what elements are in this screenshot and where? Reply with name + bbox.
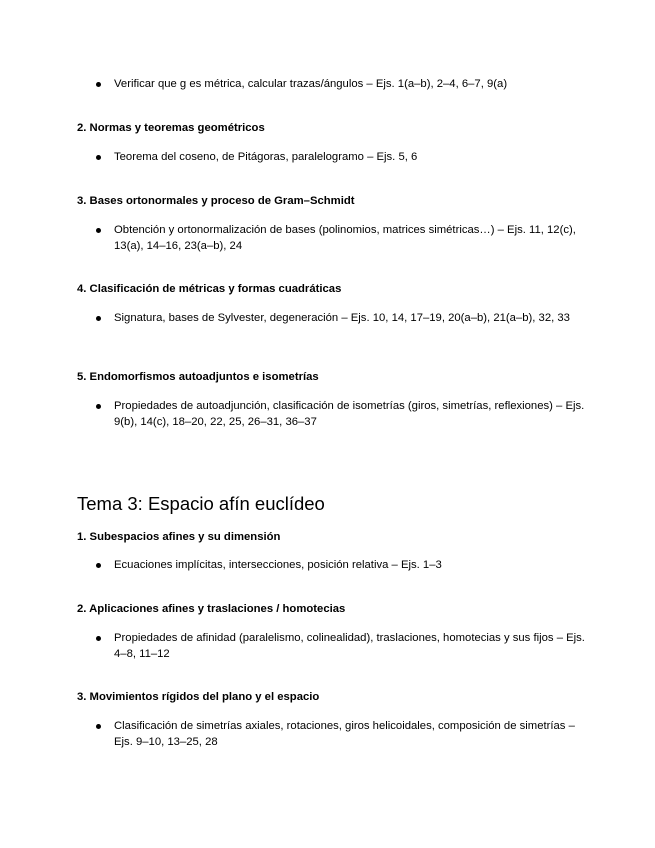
bullet-text: Obtención y ortonormalización de bases (polinomios, matrices simétricas…) – Ejs. 11, 12(c), 13(a), 14–16, 23(a–b), 24	[114, 224, 576, 252]
bullet-text: Ecuaciones implícitas, intersecciones, posición relativa – Ejs. 1–3	[114, 559, 442, 571]
section-heading: 1. Subespacios afines y su dimensión	[77, 531, 281, 543]
section-heading: 2. Aplicaciones afines y traslaciones / homotecias	[77, 603, 346, 615]
list-item	[96, 557, 586, 573]
section-heading: 3. Bases ortonormales y proceso de Gram–Schmidt	[77, 195, 355, 207]
bullet-text: Propiedades de autoadjunción, clasificación de isometrías (giros, simetrías, reflexiones) – Ejs. 9(b), 14(c), 18–20, 22, 25, 26–31, 36–37	[114, 400, 585, 428]
bullet-text: Propiedades de afinidad (paralelismo, colinealidad), traslaciones, homotecias y sus fijos – Ejs. 4–8, 11–12	[114, 632, 585, 660]
bullet-icon	[96, 228, 101, 233]
section-heading: 2. Normas y teoremas geométricos	[77, 122, 265, 134]
bullet-icon	[96, 724, 101, 729]
section-heading: 4. Clasificación de métricas y formas cuadráticas	[77, 283, 342, 295]
section-heading: 3. Movimientos rígidos del plano y el espacio	[77, 691, 320, 703]
list-item	[96, 76, 586, 92]
bullet-icon	[96, 316, 101, 321]
bullet-text: Clasificación de simetrías axiales, rotaciones, giros helicoidales, composición de simetrías – Ejs. 9–10, 13–25, 28	[114, 720, 575, 748]
list-item	[96, 630, 586, 662]
list-item	[96, 398, 586, 430]
bullet-icon	[96, 404, 101, 409]
list-item	[96, 310, 586, 326]
bullet-icon	[96, 563, 101, 568]
page-title: Tema 3: Espacio afín euclídeo	[77, 493, 325, 514]
bullet-text: Signatura, bases de Sylvester, degeneración – Ejs. 10, 14, 17–19, 20(a–b), 21(a–b), 32, 33	[114, 312, 570, 324]
bullet-icon	[96, 155, 101, 160]
bullet-text: Teorema del coseno, de Pitágoras, paralelogramo – Ejs. 5, 6	[114, 151, 418, 163]
section-heading: 5. Endomorfismos autoadjuntos e isometrías	[77, 371, 319, 383]
list-item	[96, 149, 586, 165]
bullet-text: Verificar que g es métrica, calcular trazas/ángulos – Ejs. 1(a–b), 2–4, 6–7, 9(a)	[114, 78, 508, 90]
list-item	[96, 718, 586, 750]
bullet-icon	[96, 636, 101, 641]
list-item	[96, 222, 586, 254]
bullet-icon	[96, 82, 101, 87]
